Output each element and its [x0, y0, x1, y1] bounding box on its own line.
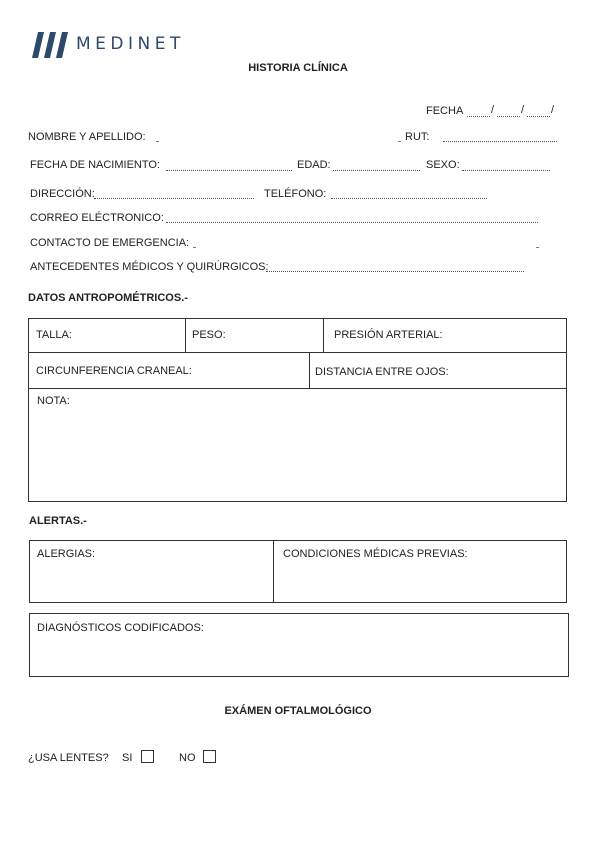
direccion-label: DIRECCIÓN: [30, 188, 95, 200]
table-divider [28, 388, 567, 389]
table-divider [323, 318, 324, 352]
sexo-field[interactable] [462, 170, 550, 171]
lentes-label: ¿USA LENTES? [28, 752, 109, 764]
table-divider [309, 352, 310, 388]
correo-label: CORREO ELÉCTRONICO: [30, 212, 164, 224]
nacimiento-label: FECHA DE NACIMIENTO: [30, 159, 160, 171]
distancia-label: DISTANCIA ENTRE OJOS: [315, 366, 449, 378]
contacto-field-end [536, 247, 538, 248]
fecha-separator: / [521, 104, 525, 116]
edad-label: EDAD: [297, 159, 331, 171]
antropometricos-table [28, 318, 567, 502]
page-title: HISTORIA CLÍNICA [248, 62, 348, 74]
table-divider [185, 318, 186, 352]
fecha-separator: / [551, 104, 555, 116]
oftalmologico-heading: EXÁMEN OFTALMOLÓGICO [224, 705, 372, 717]
nombre-field-end [398, 141, 400, 142]
antecedentes-field[interactable] [266, 271, 524, 272]
circunferencia-label: CIRCUNFERENCIA CRANEAL: [36, 365, 192, 377]
brand-name: MEDINET [76, 34, 185, 54]
alergias-label: ALERGIAS: [37, 548, 96, 560]
condiciones-label: CONDICIONES MÉDICAS PREVIAS: [283, 548, 468, 560]
sexo-label: SEXO: [426, 159, 460, 171]
si-label: SI [122, 752, 133, 764]
contacto-field[interactable] [193, 247, 195, 248]
contacto-label: CONTACTO DE EMERGENCIA: [30, 237, 190, 249]
telefono-label: TELÉFONO: [264, 188, 327, 200]
logo-bars-icon [28, 30, 70, 60]
table-divider [28, 352, 567, 353]
antecedentes-label: ANTECEDENTES MÉDICOS Y QUIRÚRGICOS: [30, 261, 269, 273]
peso-label: PESO: [192, 329, 226, 341]
table-divider [273, 540, 274, 603]
fecha-year-field[interactable] [527, 116, 550, 117]
telefono-field[interactable] [331, 198, 487, 199]
edad-field[interactable] [333, 170, 420, 171]
presion-label: PRESIÓN ARTERIAL: [334, 329, 443, 341]
alertas-heading: ALERTAS.- [29, 515, 87, 527]
fecha-day-field[interactable] [467, 116, 490, 117]
fecha-label: FECHA [426, 105, 464, 117]
si-checkbox[interactable] [141, 750, 154, 763]
rut-field[interactable] [443, 141, 557, 142]
nacimiento-field[interactable] [166, 170, 292, 171]
direccion-field[interactable] [94, 198, 254, 199]
antropometricos-heading: DATOS ANTROPOMÉTRICOS.- [28, 292, 188, 304]
no-label: NO [179, 752, 196, 764]
nombre-field[interactable] [156, 141, 158, 142]
fecha-separator: / [491, 104, 495, 116]
no-checkbox[interactable] [203, 750, 216, 763]
nombre-label: NOMBRE Y APELLIDO: [28, 131, 146, 143]
talla-label: TALLA: [36, 329, 72, 341]
rut-label: RUT: [405, 131, 430, 143]
correo-field[interactable] [166, 222, 538, 223]
fecha-month-field[interactable] [497, 116, 520, 117]
nota-label: NOTA: [37, 395, 70, 407]
diagnosticos-label: DIAGNÓSTICOS CODIFICADOS: [37, 622, 204, 634]
